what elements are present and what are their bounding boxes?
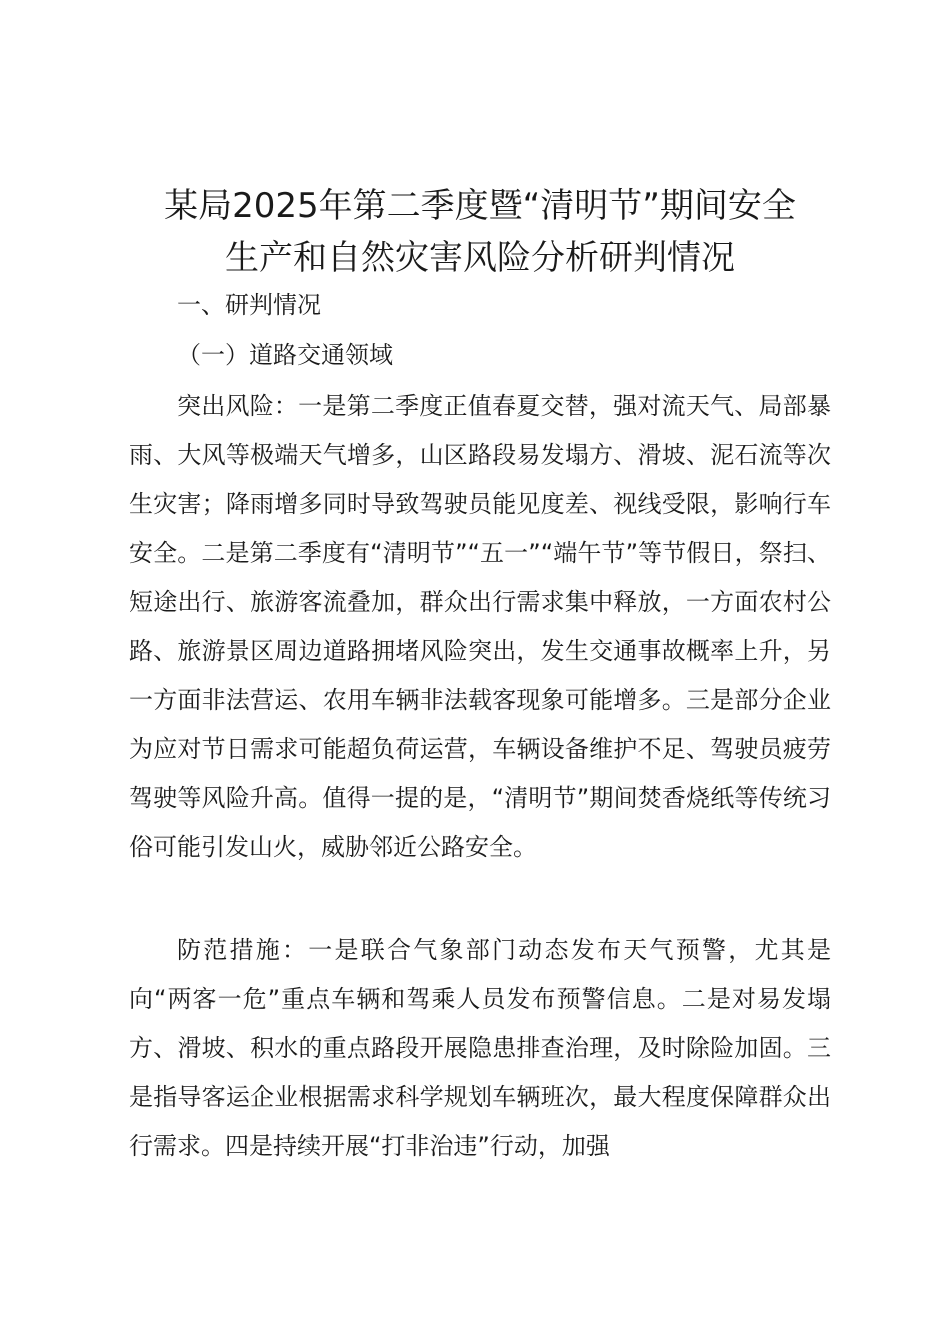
paragraph-measures: 防范措施：一是联合气象部门动态发布天气预警，尤其是向“两客一危”重点车辆和驾乘人员发布预警信息。二是对易发塌方、滑坡、积水的重点路段开展隐患排查治理，及时除险加固。三是指导客运企业根据需求科学规划车辆班次，最大程度保障群众出行需求。四是持续开展“打非治违”行动，加强 [129, 936, 831, 1160]
paragraph-risks: 突出风险：一是第二季度正值春夏交替，强对流天气、局部暴雨、大风等极端天气增多，山区路段易发塌方、滑坡、泥石流等次生灾害；降雨增多同时导致驾驶员能见度差、视线受限，影响行车安全。二是第二季度有“清明节”“五一”“端午节”等节假日，祭扫、短途出行、旅游客流叠加，群众出行需求集中释放，一方面农村公路、旅游景区周边道路拥堵风险突出，发生交通事故概率上升，另一方面非法营运、农用车辆非法载客现象可能增多。三是部分企业为应对节日需求可能超负荷运营，车辆设备维护不足、驾驶员疲劳驾驶等风险升高。值得一提的是，“清明节”期间焚香烧纸等传统习俗可能引发山火，威胁邻近公路安全。 [129, 392, 831, 861]
subsection-heading: （一）道路交通领域 [177, 341, 393, 369]
document-title [110, 180, 850, 284]
title-line-2: 生产和自然灾害风险分析研判情况 [225, 238, 735, 278]
section-heading: 一、研判情况 [177, 291, 321, 319]
title-line-1: 某局2025年第二季度暨“清明节”期间安全 [164, 186, 796, 226]
